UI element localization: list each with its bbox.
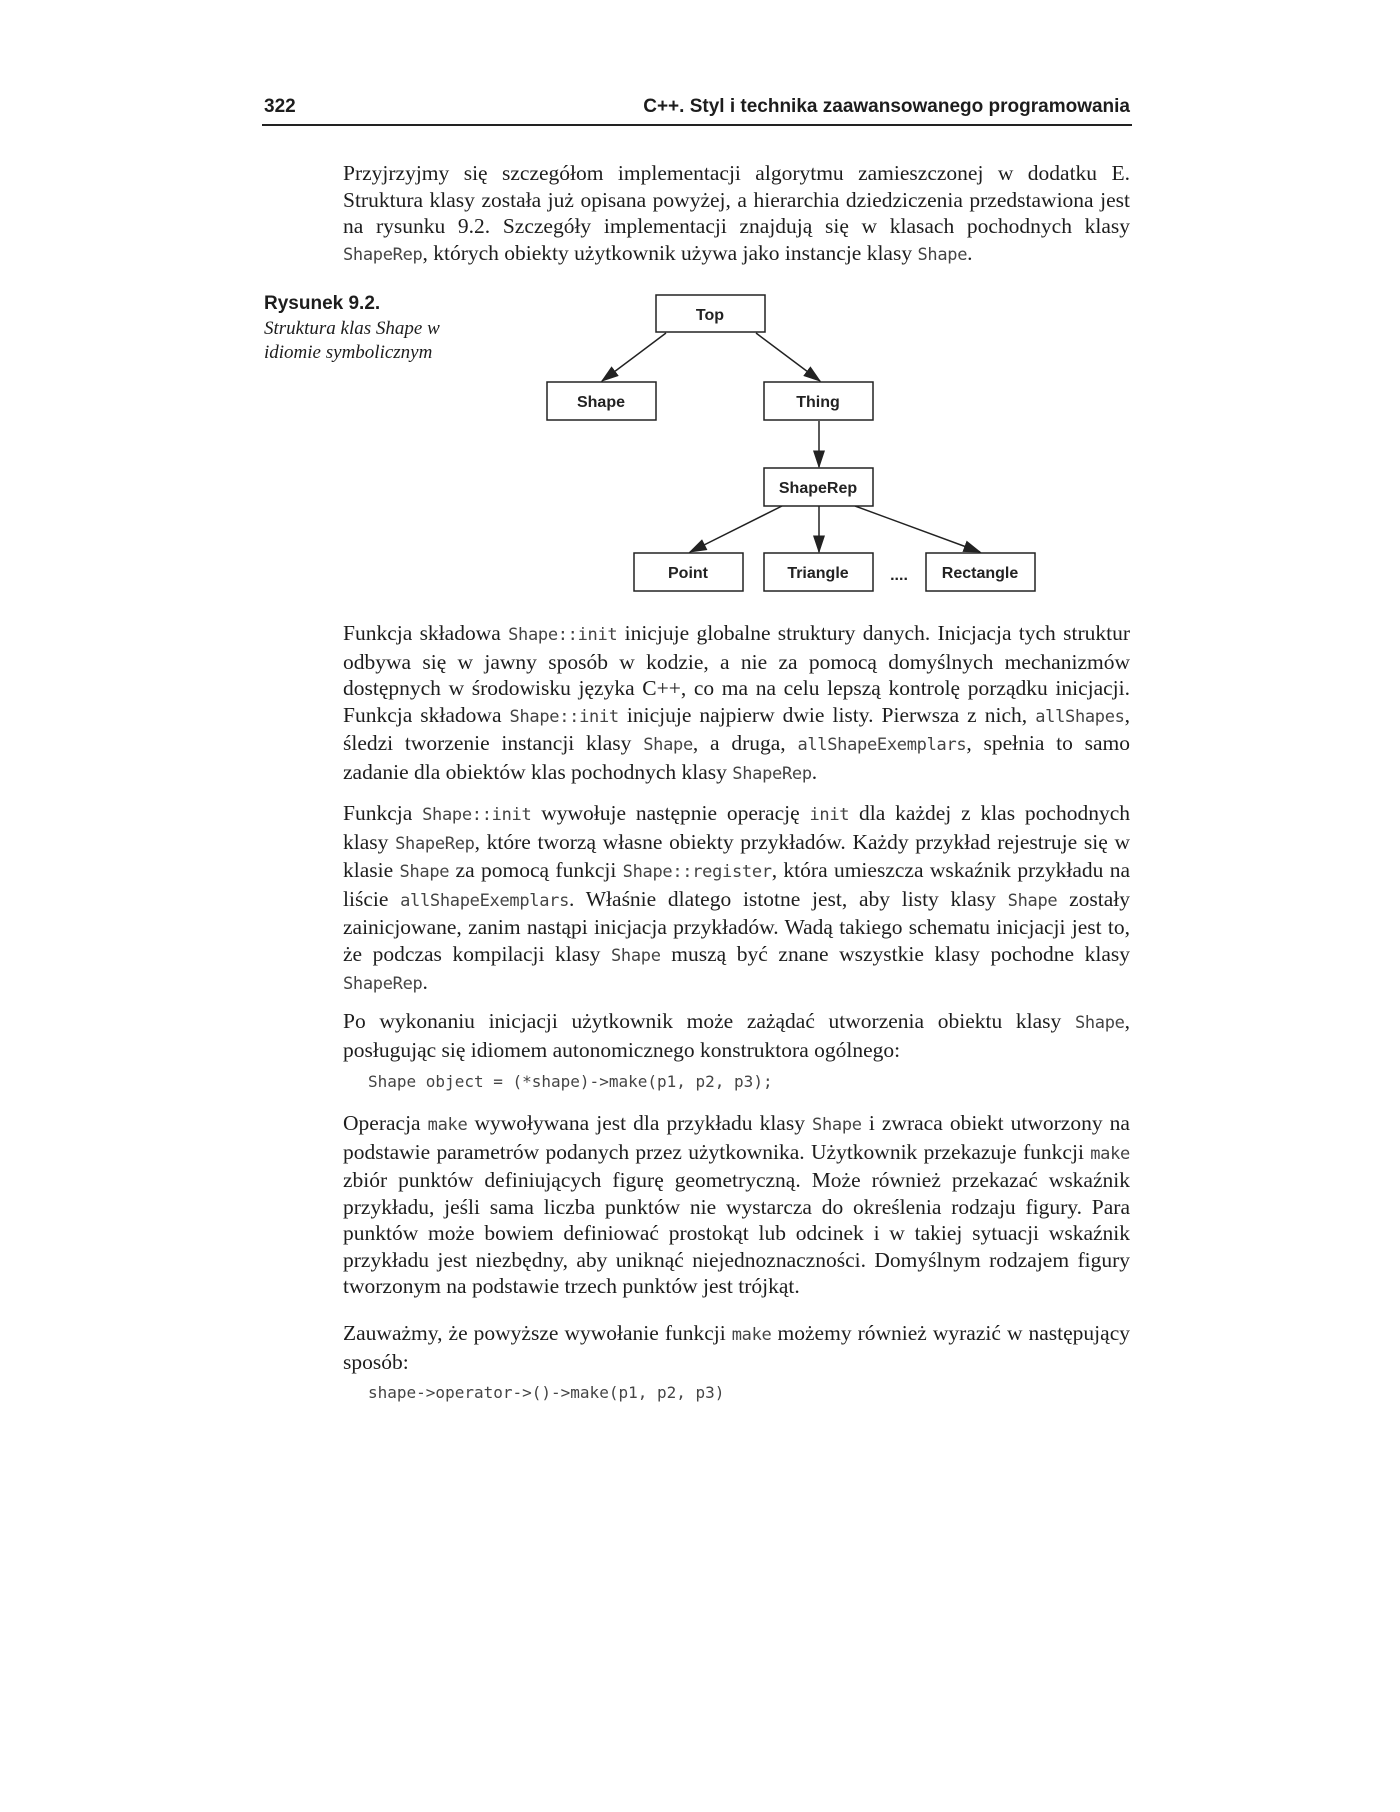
text-run: . [967, 240, 973, 265]
inline-code: Shape [812, 1115, 862, 1135]
text-run: , które tworzą własne obiekty przykładów. Każdy przykład rejestruje się w klasie [343, 829, 1131, 882]
arrow-top-shape [602, 333, 666, 381]
ellipsis-label: .... [890, 567, 908, 584]
paragraph-init [343, 620, 1130, 787]
inline-code: allShapeExemplars [797, 735, 967, 755]
inline-code: ShapeRep [732, 763, 812, 784]
inline-code: Shape [1007, 890, 1058, 911]
text-run: zbiór punktów definiujących figurę geometryczną. Może również przekazać wskaźnik przykładu, jeśli sama liczba punktów nie wystarcza do określenia rodzaju figury. Para punktów może bowiem definiować prostokąt lub odcinek i w takiej sytuacji wskaźnik przykładu jest niezbędny, aby uniknąć niejednoznaczności. Domyślnym rodzajem figury tworzonym na podstawie trzech punktów jest trójkąt. [343, 1168, 1130, 1298]
text-run: Operacja [343, 1111, 428, 1135]
page-number: 322 [264, 96, 296, 117]
figure-caption-text: Struktura klas Shape w idiomie symbolicznym [264, 318, 440, 363]
node-shape-label: Shape [576, 394, 626, 411]
text-run: zostały zainicjowane, zanim nastąpi inicjacja przykładów. Wadą takiego schematu inicjacji jest to, że podczas kompilacji klasy [343, 886, 1130, 966]
inline-code: Shape::init [422, 805, 532, 825]
text-run: możemy również wyrazić w następujący sposób: [343, 1321, 1130, 1374]
inline-code: Shape::register [622, 862, 772, 882]
text-run: . Właśnie dlatego istotne jest, aby listy klasy [569, 886, 1008, 911]
arrow-shaperep-point [690, 506, 782, 552]
text-run: i zwraca obiekt utworzony na podstawie parametrów podanych przez użytkownika. Użytkownik przekazuje funkcji [343, 1111, 1130, 1164]
inline-code: ShapeRep [343, 244, 423, 265]
inline-code: Shape [917, 244, 968, 265]
text-run: , a druga, [692, 731, 798, 755]
figure-caption [264, 293, 444, 364]
inline-code: make [1090, 1143, 1130, 1164]
inline-code: make [731, 1325, 772, 1345]
code-example-1: Shape object = (*shape)->make(p1, p2, p3); [368, 1072, 773, 1091]
inline-code: Shape::init [508, 625, 618, 645]
code-example-2: shape->operator->()->make(p1, p2, p3) [368, 1383, 725, 1402]
node-triangle-label: Triangle [787, 565, 849, 582]
text-run: , która umieszcza wskaźnik przykładu na liście [343, 858, 1131, 911]
inline-code: ShapeRep [343, 974, 423, 994]
inline-code: allShapes [1035, 706, 1125, 727]
inline-code: init [809, 805, 850, 825]
paragraph-operator [343, 1320, 1130, 1375]
text-run: , spełnia to samo zadanie dla obiektów klas pochodnych klasy [343, 731, 1131, 784]
text-run: . [422, 970, 428, 994]
text-run: , posługując się idiomem autonomicznego konstruktora ogólnego: [343, 1009, 1130, 1062]
inline-code: Shape [399, 862, 450, 882]
paragraph-make-intro [343, 1008, 1130, 1063]
arrow-shaperep-rectangle [855, 506, 980, 552]
text-run: Przyjrzyjmy się szczegółom implementacji algorytmu zamieszczonej w dodatku E. Struktura klasy została już opisana powyżej, a hierarchia dziedziczenia przedstawiona jest na rysunku 9.2. Szczegóły implementacji znajdują się w klasach pochodnych klasy [343, 161, 1130, 238]
text-run: , śledzi tworzenie instancji klasy [343, 702, 1130, 755]
inline-code: Shape [1074, 1013, 1125, 1033]
inline-code: allShapeExemplars [400, 890, 570, 911]
text-run: wywołuje następnie operację [531, 801, 810, 825]
running-header [262, 96, 1132, 126]
text-run: . [811, 759, 818, 784]
node-thing-label: Thing [796, 394, 840, 411]
text-run: Po wykonaniu inicjacji użytkownik może zażądać utworzenia obiektu klasy [343, 1009, 1075, 1033]
inline-code: Shape::init [509, 706, 619, 727]
node-point-label: Point [668, 565, 708, 582]
book-title: C++. Styl i technika zaawansowanego programowania [643, 96, 1130, 117]
inline-code: ShapeRep [395, 833, 475, 854]
text-run: , których obiekty użytkownik używa jako instancje klasy [422, 240, 918, 265]
hierarchy-arrows [602, 333, 980, 552]
arrow-top-thing [756, 333, 820, 381]
node-shaperep-label: ShapeRep [778, 480, 858, 497]
text-run: inicjuje globalne struktury danych. Inicjacja tych struktur odbywa się w jawny sposób w kodzie, a nie za pomocą domyślnych mechanizmów dostępnych w środowisku języka C++, co ma na celu lepszą kontrolę porządku inicjacji. Funkcja składowa [343, 621, 1130, 727]
text-run: muszą być znane wszystkie klasy pochodne klasy [660, 941, 1130, 966]
paragraph-exemplars [343, 800, 1130, 998]
text-run: inicjuje najpierw dwie listy. Pierwsza z nich, [618, 702, 1036, 727]
text-run: za pomocą funkcji [449, 858, 623, 882]
class-hierarchy-diagram [530, 290, 1050, 610]
paragraph-intro [343, 160, 1130, 268]
inline-code: Shape [643, 735, 693, 755]
node-top-label: Top [695, 307, 725, 324]
node-rectangle-label: Rectangle [941, 565, 1019, 582]
text-run: wywoływana jest dla przykładu klasy [467, 1111, 813, 1135]
inline-code: Shape [611, 945, 661, 966]
text-run: Zauważmy, że powyższe wywołanie funkcji [343, 1321, 732, 1345]
figure-label: Rysunek 9.2. [264, 293, 381, 314]
inline-code: make [427, 1115, 468, 1135]
text-run: dla każdej z klas pochodnych klasy [343, 801, 1130, 854]
text-run: Funkcja [343, 801, 423, 825]
paragraph-make-details [343, 1110, 1130, 1300]
text-run: Funkcja składowa [343, 621, 509, 645]
